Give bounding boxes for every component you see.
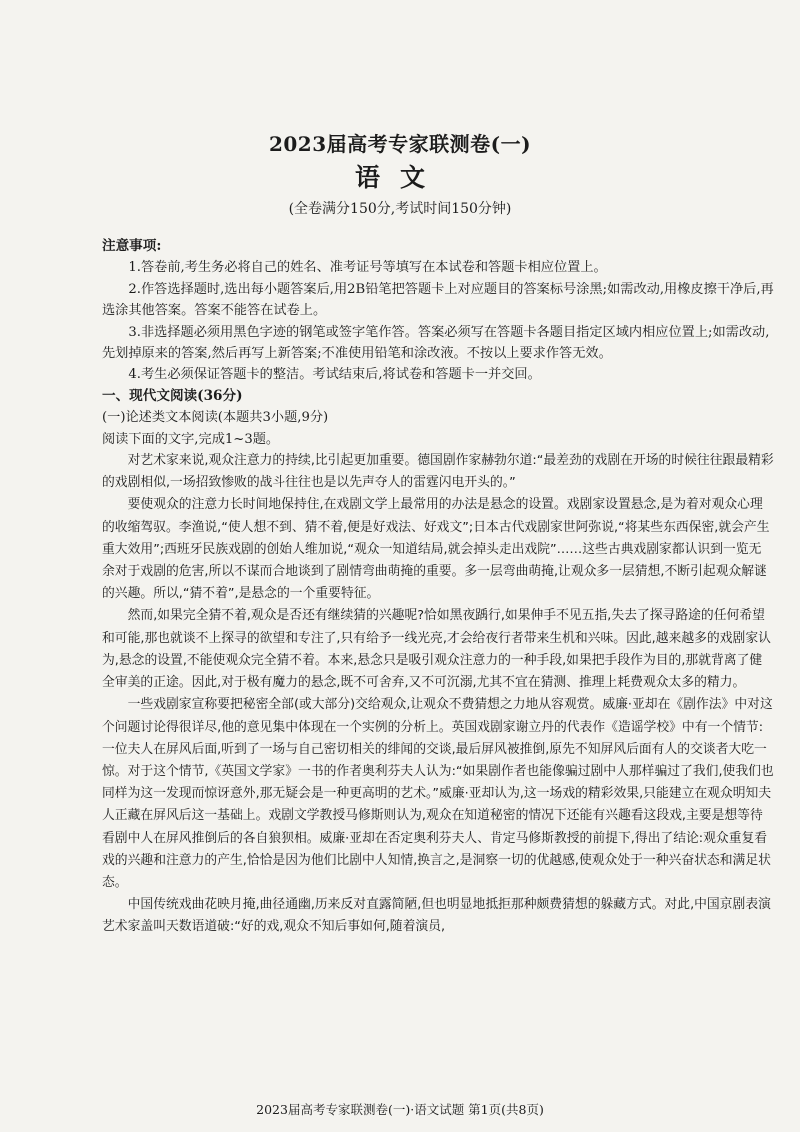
notice-item: 3.非选择题必须用黑色字迹的钢笔或签字笔作答。答案必须写在答题卡各题目指定区域内相应位置上;如需改动,先划掉原来的答案,然后再写上新答案;不准使用铅笔和涂改液。不按以上要求作答无效。: [102, 324, 770, 362]
exam-body: [102, 236, 774, 939]
exam-title: 2023届高考专家联测卷(一): [268, 132, 532, 156]
passage-paragraph: 一些戏剧家宣称要把秘密全部(或大部分)交给观众,让观众不费猜想之力地从容观赏。威廉·亚却在《剧作法》中对这个问题讨论得很详尽,他的意见集中体现在一个实例的分析上。英国戏剧家谢立丹的代表作《造谣学校》中有一个情节:一位夫人在屏风后面,听到了一场与自己密切相关的绯闻的交谈,最后屏风被推倒,原先不知屏风后面有人的交谈者大吃一惊。对于这个情节,《英国文学家》一书的作者奥利芬夫人认为:“如果剧作者也能像骗过剧中人那样骗过了我们,使我们也同样为这一发现而惊讶意外,那无疑会是一种更高明的艺术。”威廉·亚却认为,这一场戏的精彩效果,只能建立在观众明知夫人正藏在屏风后这一基础上。戏剧文学教授马修斯则认为,观众在知道秘密的情况下还能有兴趣看这段戏,主要是想等待看剧中人在屏风推倒后的各自狼狈相。威廉·亚却在否定奥利芬夫人、肯定马修斯教授的前提下,得出了结论:观众重复看戏的兴趣和注意力的产生,恰恰是因为他们比剧中人知情,换言之,是洞察一切的优越感,使观众处于一种兴奋状态和满足状态。: [102, 697, 774, 890]
passage-paragraph: 中国传统戏曲花映月掩,曲径通幽,历来反对直露简陋,但也明显地抵拒那种颇费猜想的躲藏方式。对此,中国京剧表演艺术家盖叫天数语道破:“好的戏,观众不知后事如何,随着演员,: [102, 897, 771, 935]
sub-section-title: (一)论述类文本阅读(本题共3小题,9分): [102, 410, 329, 426]
passage-paragraph: 然而,如果完全猜不着,观众是否还有继续猜的兴趣呢?恰如黑夜踽行,如果伸手不见五指,失去了探寻路途的任何希望和可能,那也就谈不上探寻的欲望和专注了,只有给予一线光亮,才会给夜行者带来生机和兴味。因此,越来越多的戏剧家认为,悬念的设置,不能使观众完全猜不着。本来,悬念只是吸引观众注意力的一种手段,如果把手段作为目的,那就背离了健全审美的正途。因此,对于极有魔力的悬念,既不可舍弃,又不可沉溺,尤其不宜在猜测、推理上耗费观众太多的精力。: [102, 608, 771, 691]
passage-paragraph: 要使观众的注意力长时间地保持住,在戏剧文学上最常用的办法是悬念的设置。戏剧家设置悬念,是为着对观众心理的收缩驾驭。李渔说,“使人想不到、猜不着,便是好戏法、好戏文”;日本古代戏剧家世阿弥说,“将某些东西保密,就会产生重大效用”;西班牙民族戏剧的创始人维加说,“观众一知道结局,就会掉头走出戏院”……这些古典戏剧家都认识到一览无余对于戏剧的危害,所以不谋而合地谈到了剧情弯曲萌掩的重要。多一层弯曲萌掩,让观众多一层猜想,不断引起观众解谜的兴趣。所以,“猜不着”,是悬念的一个重要特征。: [102, 497, 770, 602]
score-note: (全卷满分150分,考试时间150分钟): [288, 201, 512, 217]
reading-instruction: 阅读下面的文字,完成1~3题。: [102, 431, 280, 447]
notice-title: 注意事项:: [102, 238, 162, 254]
section-title: 一、现代文阅读(36分): [102, 387, 243, 404]
notice-item: 1.答卷前,考生务必将自己的姓名、准考证号等填写在本试卷和答题卡相应位置上。: [128, 260, 607, 276]
subject-title: 语文: [354, 163, 445, 192]
page-footer: 2023届高考专家联测卷(一)·语文试题 第1页(共8页): [256, 1102, 544, 1117]
notice-item: 4.考生必须保证答题卡的整洁。考试结束后,将试卷和答题卡一并交回。: [128, 367, 541, 383]
notice-item: 2.作答选择题时,选出每小题答案后,用2B铅笔把答题卡上对应题目的答案标号涂黑;如需改动,用橡皮擦干净后,再选涂其他答案。答案不能答在试卷上。: [102, 281, 774, 319]
passage-paragraph: 对艺术家来说,观众注意力的持续,比引起更加重要。德国剧作家赫勃尔道:“最差劲的戏剧在开场的时候往往跟最精彩的戏剧相似,一场招致惨败的战斗往往也是以先声夺人的雷霆闪电开头的。”: [102, 453, 774, 491]
